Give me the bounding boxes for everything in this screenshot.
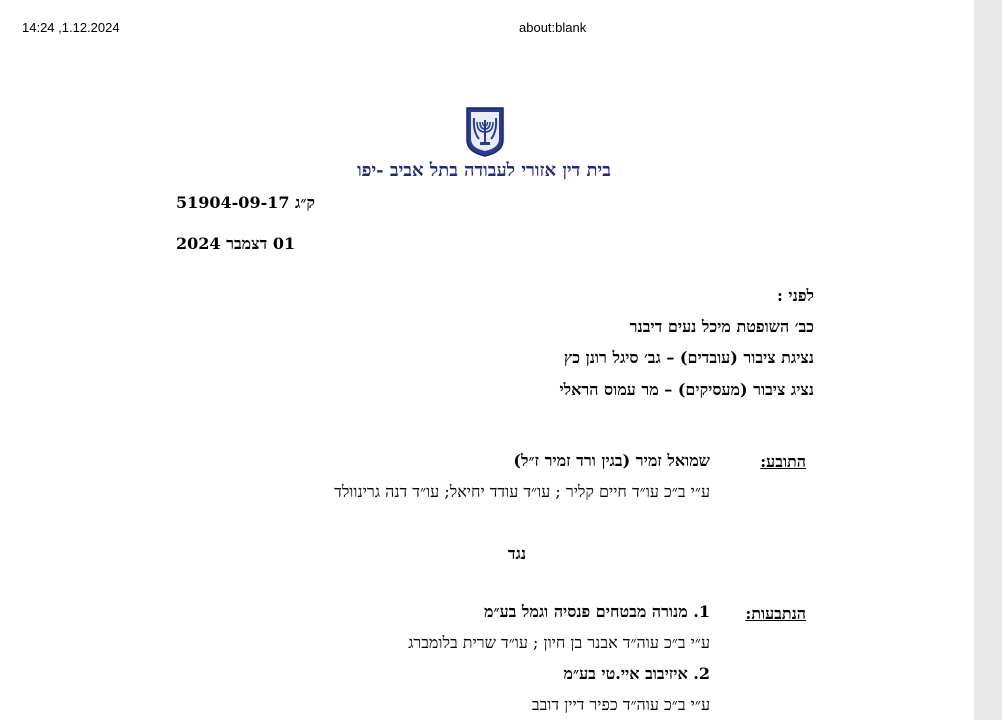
defendants-label: הנתבעות:	[745, 604, 806, 623]
case-number: ק״ג 51904-09-17	[176, 193, 315, 212]
state-of-israel-emblem-icon	[465, 106, 505, 158]
print-header	[0, 0, 974, 54]
print-url: about:blank	[519, 20, 587, 35]
plaintiff-name: שמואל זמיר (בגין ורד זמיר ז״ל)	[513, 451, 710, 470]
defendant-1-representation: ע״י ב״כ עוה״ד אבנר בן חיון ; עו״ד שרית בלומברג	[408, 633, 710, 652]
plaintiff-representation: ע״י ב״כ עו״ד חיים קליר ; עו״ד עודד יחיאל; עו״ד דנה גרינוולד	[334, 482, 710, 501]
print-date-time: 14:24 ,1.12.2024	[22, 20, 120, 35]
defendant-1-name: 1. מנורה מבטחים פנסיה וגמל בע״מ	[484, 602, 710, 621]
scrollbar[interactable]	[974, 0, 1002, 720]
court-name: בית דין אזורי לעבודה בתל אביב -יפו	[357, 160, 611, 181]
versus-label: נגד	[507, 544, 527, 563]
employee-representative-line: נציגת ציבור (עובדים) – גב׳ סיגל רונן כץ	[563, 348, 814, 367]
defendant-2-name: 2. איזיבוב איי.טי בע״מ	[563, 664, 710, 683]
document-date: 01 דצמבר 2024	[176, 234, 296, 253]
plaintiff-label: התובע:	[760, 452, 806, 471]
judge-line: כב׳ השופטת מיכל נעים דיבנר	[629, 317, 814, 336]
defendant-2-representation: ע״י ב״כ עוה״ד כפיר דיין דובב	[531, 695, 710, 714]
before-label: לפני :	[776, 286, 814, 305]
document-page	[32, 54, 962, 720]
employer-representative-line: נציג ציבור (מעסיקים) – מר עמוס הראלי	[559, 380, 814, 399]
